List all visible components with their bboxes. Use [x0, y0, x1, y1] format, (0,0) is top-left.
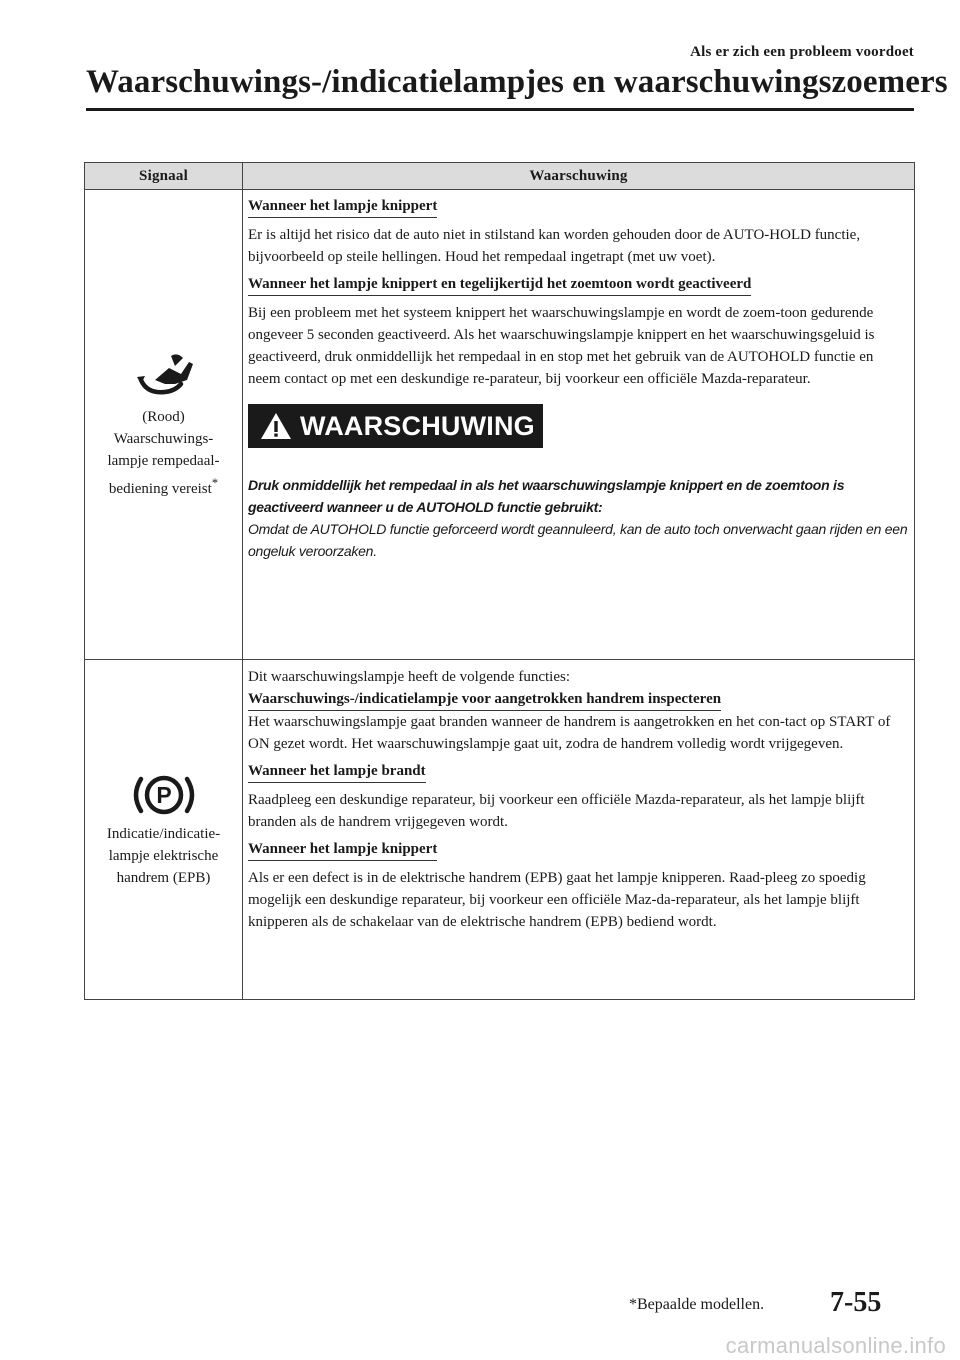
page-number: 7-55	[830, 1287, 882, 1318]
footnote: *Bepaalde modellen.	[629, 1296, 765, 1313]
page-title: Waarschuwings-/indicatielampjes en waarschuwingszoemers	[86, 64, 948, 100]
signal-cell	[85, 660, 243, 1000]
table-row	[85, 190, 915, 660]
warning-cell	[243, 190, 915, 660]
signal-cell	[85, 190, 243, 660]
signal-label-line: handrem (EPB)	[116, 869, 211, 886]
signal-label-line: Waarschuwings-	[113, 430, 214, 447]
signal-label-line: Indicatie/indicatie-	[106, 825, 221, 842]
warning-banner	[248, 404, 543, 448]
signal-label-line: lampje rempedaal-	[107, 452, 220, 469]
paragraph: Er is altijd het risico dat de auto niet in stilstand kan worden gehouden door de AUTO-HOLD functie, bijvoorbeeld op steile hellingen. Houd het rempedaal ingetrapt (met uw voet).	[248, 227, 861, 265]
signal-label-line: (Rood)	[142, 408, 185, 425]
paragraph: Het waarschuwingslampje gaat branden wanneer de handrem is aangetrokken en het con-tact op START of ON gezet wordt. Het waarschuwingslampje gaat uit, zodra de handrem volledig wordt vrijgegeven.	[248, 714, 891, 752]
warning-cell	[243, 660, 915, 1000]
brake-pedal-required-icon	[131, 350, 197, 402]
subheading-inspect: Waarschuwings-/indicatielampje voor aangetrokken handrem inspecteren	[248, 690, 721, 711]
signal-label-line: lampje elektrische	[108, 847, 219, 864]
table-header-row	[85, 163, 915, 190]
header-divider	[86, 108, 914, 111]
paragraph: Bij een probleem met het systeem knippert het waarschuwingslampje en wordt de zoem-toon gedurende ongeveer 5 seconden geactiveerd. Als het waarschuwingslampje knippert en het waarschuwingsgeluid is geactiveerd, druk onmiddellijk het rempedaal in en stop met het gebruik van de AUTOHOLD functie en neem contact op met een deskundige re-parateur, bij voorkeur een officiële Mazda-reparateur.	[248, 305, 875, 387]
parking-brake-p-icon	[129, 771, 199, 819]
subheading-blinking: Wanneer het lampje knippert	[248, 840, 437, 861]
section-title: Als er zich een probleem voordoet	[690, 44, 914, 60]
paragraph: Als er een defect is in de elektrische handrem (EPB) gaat het lampje knipperen. Raad-pleeg zo spoedig mogelijk een deskundige reparateur, bij voorkeur een officiële Maz-da-reparateur, als het lampje blijft knipperen als de schakelaar van de elektrische handrem (EPB) bediend wordt.	[248, 870, 866, 930]
column-header-warning: Waarschuwing	[243, 163, 915, 190]
subheading-blinking: Wanneer het lampje knippert	[248, 197, 437, 218]
warning-emphasis: Druk onmiddellijk het rempedaal in als het waarschuwingslampje knippert en de zoemtoon is geactiveerd wanneer u de AUTOHOLD functie gebruikt:	[248, 477, 845, 515]
table-row	[85, 660, 915, 1000]
intro-text: Dit waarschuwingslampje heeft de volgende functies:	[248, 669, 570, 685]
footnote-mark: *	[211, 475, 219, 490]
signal-label-line	[87, 472, 240, 500]
signal-label-text: bediening vereist	[108, 480, 212, 497]
column-header-signal: Signaal	[85, 163, 243, 190]
warning-triangle-icon	[260, 412, 292, 440]
paragraph: Raadpleeg een deskundige reparateur, bij voorkeur een officiële Mazda-reparateur, als het lampje blijft branden als de handrem vrijgegeven wordt.	[248, 792, 865, 830]
subheading-blinking-buzzer: Wanneer het lampje knippert en tegelijkertijd het zoemtoon wordt geactiveerd	[248, 275, 751, 296]
parking-brake-letter: P	[155, 781, 172, 808]
warning-lights-table	[84, 162, 915, 1000]
warning-label: WAARSCHUWING	[300, 411, 535, 441]
warning-explanation: Omdat de AUTOHOLD functie geforceerd wordt geannuleerd, kan de auto toch onverwacht gaan rijden en een ongeluk veroorzaken.	[248, 521, 908, 559]
subheading-lit: Wanneer het lampje brandt	[248, 762, 426, 783]
watermark: carmanualsonline.info	[725, 1333, 946, 1358]
